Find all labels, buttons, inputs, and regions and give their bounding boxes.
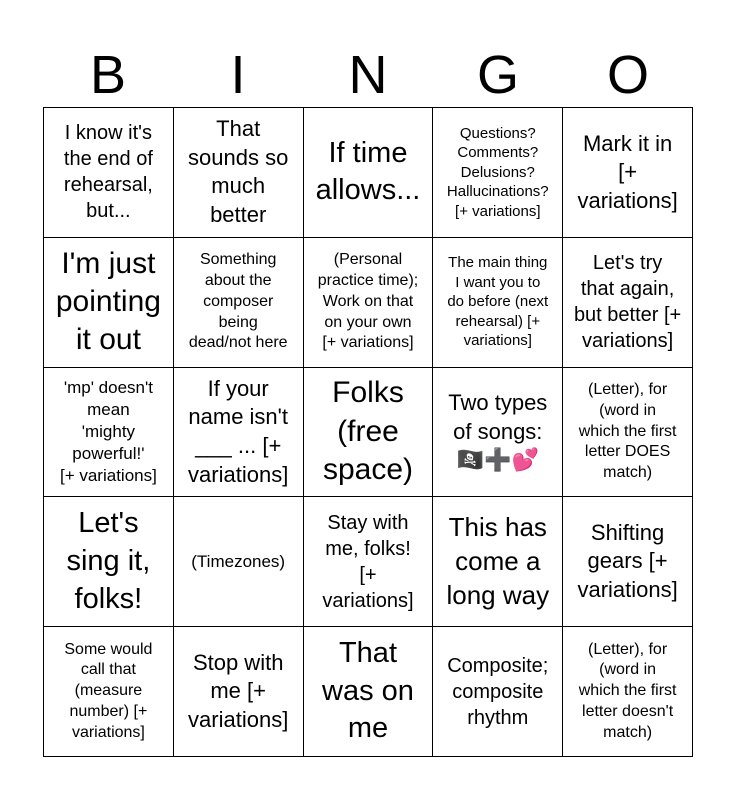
cell-text: Let's sing it, folks! (66, 507, 151, 615)
bingo-cell-r4c2[interactable] (174, 497, 304, 627)
bingo-cell-r1c3[interactable] (304, 108, 434, 238)
cell-text: Composite; composite rhythm (447, 654, 549, 729)
bingo-cell-r3c5[interactable] (563, 368, 693, 498)
bingo-cell-r1c5[interactable] (563, 108, 693, 238)
bingo-cell-r2c5[interactable] (563, 238, 693, 368)
bingo-cell-r5c4[interactable] (433, 627, 563, 757)
cell-text: Let's try that again, but better [+ variations] (573, 252, 682, 353)
cell-text: That sounds so much better (188, 116, 289, 227)
cell-text: I'm just pointing it out (55, 246, 161, 357)
bingo-cell-r4c4[interactable] (433, 497, 563, 627)
bingo-cell-r5c2[interactable] (174, 627, 304, 757)
cell-text: 'mp' doesn't mean 'mighty powerful!' [+ variations] (59, 377, 157, 486)
header-letter-i: I (230, 45, 246, 105)
cell-text: (Letter), for (word in which the first letter DOES match) (578, 381, 677, 482)
cell-text: That was on me (322, 637, 414, 745)
bingo-cell-r1c4[interactable] (433, 108, 563, 238)
cell-text: Two types of songs: 🏴‍☠️➕💕 (448, 390, 548, 473)
cell-text: Something about the composer being dead/not here (188, 251, 288, 352)
bingo-cell-r2c2[interactable] (174, 238, 304, 368)
header-letter-b: B (89, 45, 127, 105)
bingo-cell-r2c1[interactable] (44, 238, 174, 368)
bingo-cell-r1c1[interactable] (44, 108, 174, 238)
bingo-cell-r3c4[interactable] (433, 368, 563, 498)
bingo-cell-r2c3[interactable] (304, 238, 434, 368)
bingo-cell-r1c2[interactable] (174, 108, 304, 238)
bingo-cell-r5c1[interactable] (44, 627, 174, 757)
bingo-cell-r3c1[interactable] (44, 368, 174, 498)
bingo-cell-r4c1[interactable] (44, 497, 174, 627)
cell-text: (Personal practice time); Work on that on your own [+ variations] (317, 251, 419, 352)
cell-text: Questions? Comments? Delusions? Hallucinations? [+ variations] (446, 124, 549, 220)
cell-text: (Timezones) (191, 551, 286, 571)
cell-text: (Letter), for (word in which the first letter doesn't match) (578, 640, 677, 741)
bingo-cell-r5c3[interactable] (304, 627, 434, 757)
cell-text: Stop with me [+ variations] (188, 649, 289, 732)
header-letter-o: O (606, 45, 649, 105)
bingo-header (43, 44, 693, 106)
bingo-card-grid (43, 107, 693, 757)
cell-text: Mark it in [+ variations] (577, 130, 678, 213)
cell-text: Some would call that (measure number) [+ variations] (64, 640, 153, 741)
cell-text: Shifting gears [+ variations] (577, 519, 678, 603)
cell-text: I know it's the end of rehearsal, but... (63, 122, 153, 223)
bingo-cell-r2c4[interactable] (433, 238, 563, 368)
header-letter-n: N (348, 45, 388, 105)
cell-text: If time allows... (315, 136, 421, 207)
bingo-cell-r4c5[interactable] (563, 497, 693, 627)
bingo-cell-r3c2[interactable] (174, 368, 304, 498)
bingo-cell-r4c3[interactable] (304, 497, 434, 627)
cell-text: Stay with me, folks! [+ variations] (322, 511, 414, 612)
cell-text: This has come a long way (446, 512, 550, 610)
cell-text: Folks (free space) (322, 376, 414, 487)
cell-text: The main thing I want you to do before (next rehearsal) [+ variations] (447, 254, 549, 350)
cell-text: If your name isn't ___ ... [+ variations] (188, 375, 289, 487)
bingo-cell-r5c5[interactable] (563, 627, 693, 757)
bingo-cell-r3c3[interactable] (304, 368, 434, 498)
header-letter-g: G (476, 45, 519, 105)
